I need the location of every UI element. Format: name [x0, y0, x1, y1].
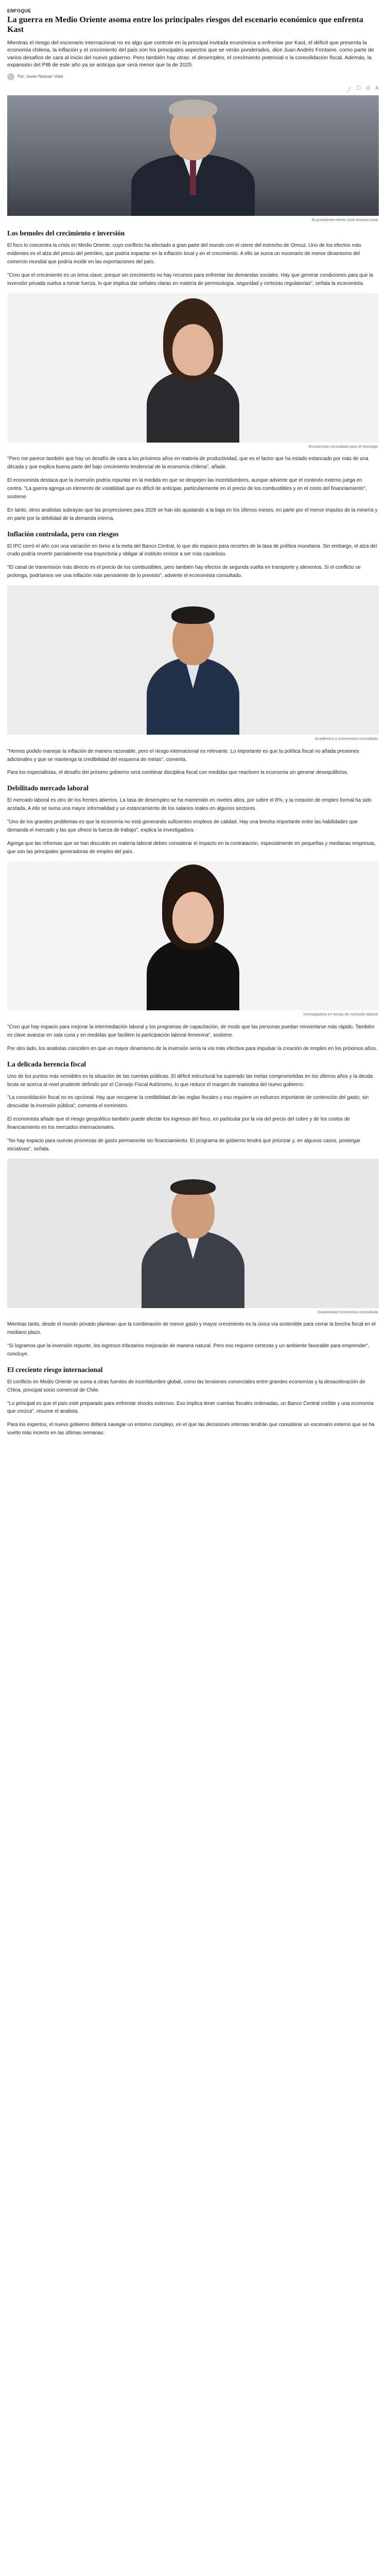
article — [7, 0, 379, 1437]
paragraph: "El canal de transmisión más directo es el precio de los combustibles, pero también hay efectos de segunda vuelta en transporte y alimentos. Si el conflicto se prolonga, podríamos ver una inflación más persistente de lo previsto", advierte el economista consultado. — [7, 565, 361, 579]
author-avatar — [7, 73, 14, 80]
photo-person — [136, 861, 250, 1010]
section-heading: Debilitado mercado laboral — [7, 784, 89, 792]
section-heading: Inflación controlada, pero con riesgos — [7, 530, 119, 538]
photo-caption: Economista consultada para el reportaje. — [308, 444, 379, 449]
paragraph: Mientras tanto, desde el mundo privado plantean que la combinación de menor gasto y mayor crecimiento es la única vía sostenible para cerrar la brecha fiscal en el mediano plazo. — [7, 1321, 376, 1336]
paragraph: "Pero me parece también que hay un desafío de cara a los próximos años en materia de productividad, que es el factor que ha estado estancado por más de una década y que explica buena parte del bajo crecimiento tendencial de la economía chilena", añade. — [7, 456, 369, 470]
paragraph: "Hemos podido manejar la inflación de manera razonable, pero el riesgo internacional es relevante. Lo importante es que la política fiscal no añada presiones adicionales y que se mantenga la credibilidad del esquema de metas", comenta. — [7, 748, 359, 762]
print-icon[interactable]: ⎙ — [366, 85, 371, 91]
paragraph: "No hay espacio para nuevas promesas de gasto permanente sin financiamiento. El programa de gobierno tendrá que priorizar y, en algunos casos, postergar iniciativas", señala. — [7, 1138, 361, 1152]
paragraph: El IPC cerró el año con una variación en torno a la meta del Banco Central, lo que dio espacio para recortes de la tasa de política monetaria. Sin embargo, el alza del crudo podría revertir parcialmente esa trayectoria y obligar al instituto emisor a ser más cauteloso. — [7, 543, 377, 557]
paragraph: Para los especialistas, el desafío del próximo gobierno será combinar disciplina fiscal con medidas que reactiven la economía sin generar desequilibrios. — [7, 770, 348, 776]
photo-person — [136, 293, 250, 443]
paragraph: "Lo principal es que el país esté preparado para enfrentar shocks externos. Eso implica tener cuentas fiscales ordenadas, un Banco Central creíble y una economía que crezca", resume el analista. — [7, 1400, 374, 1415]
paragraph: El mercado laboral es otro de los frentes abiertos. La tasa de desempleo se ha mantenido en niveles altos, por sobre el 8%, y la creación de empleo formal ha sido acotada. A ello se suma una mayor informalidad y un estancamiento de los salarios reales en algunos sectores. — [7, 798, 372, 812]
paragraph: El economista destaca que la inversión podría repuntar en la medida en que se despejen las incertidumbres, aunque advierte que el contexto externo juega en contra. "La guerra agrega un elemento de volatilidad que es difícil de anticipar, particularmente en el precio de los combustibles y en el costo del financiamiento", sostiene. — [7, 478, 367, 500]
section-kicker: ENFOQUE — [7, 8, 31, 13]
article-toolbar — [7, 86, 379, 93]
paragraph: "Creo que hay espacio para mejorar la intermediación laboral y los programas de capacitación, de modo que las personas puedan reinsertarse más rápido. También es clave avanzar en sala cuna y en medidas que faciliten la participación laboral femenina", sostiene. — [7, 1024, 375, 1039]
hero-caption: El presidente electo José Antonio Kast. — [311, 217, 379, 222]
photo-caption: Exautoridad económica consultada. — [318, 1309, 379, 1314]
section-heading: El creciente riesgo internacional — [7, 1365, 103, 1374]
photo-person — [131, 1159, 255, 1308]
inline-photo — [7, 861, 379, 1010]
paragraph: El economista añade que el riesgo geopolítico también puede afectar los ingresos del fisco, en particular por la vía del precio del cobre y de los costos de financiamiento en los mercados internacionales. — [7, 1116, 350, 1131]
article-headline: La guerra en Medio Oriente asoma entre los principales riesgos del escenario económico que enfrenta Kast — [7, 15, 363, 34]
paragraph: "Creo que el crecimiento es un tema clave, porque sin crecimiento no hay recursos para enfrentar las demandas sociales. Hay que generar condiciones para que la inversión privada vuelva a tomar fuerza, lo que implica dar señales claras en materia de permisología, seguridad y certezas regulatorias", señala la economista. — [7, 273, 373, 286]
paragraph: Por otro lado, los analistas coinciden en que un mayor dinamismo de la inversión sería la vía más efectiva para impulsar la creación de empleo en los próximos años. — [7, 1045, 377, 1052]
paragraph: En tanto, otros analistas subrayan que las proyecciones para 2026 se han ido ajustando a la baja en los últimos meses, en parte por el menor impulso de la minería y en parte por la debilidad de la demanda interna. — [7, 507, 378, 521]
paragraph: Agrega que las reformas que se han discutido en materia laboral deben considerar el impacto en la contratación, especialmente en pequeñas y medianas empresas, que son las principales generadoras de empleo del país. — [7, 840, 376, 855]
article-lede: Mientras el riesgo del escenario internacional no es algo que controle en la principal invitada económica a enfrentar por Kast, el déficit que presenta la economía chilena, la inflación y el crecimiento del país son los principales aspectos que se verán ponderados, dice Juan Andrés Fontaine, como parte de varios desafíos de cara al inicio del nuevo gobierno. Pero también hay otras: el desempleo, el crecimiento potencial o la consolidación fiscal. Además, la expansión del PIB de este año ya se anticipa que será menor que la de 2025. — [7, 39, 374, 69]
photo-person — [136, 585, 250, 735]
inline-photo — [7, 293, 379, 443]
text-size-icon[interactable]: A — [375, 85, 379, 91]
photo-caption: Investigadora en temas de mercado laboral. — [303, 1012, 379, 1017]
photo-caption: Académico y economista consultado. — [315, 736, 379, 741]
hero-photo — [7, 95, 379, 216]
bookmark-icon[interactable]: ☐ — [356, 85, 361, 91]
section-heading: Los bemoles del crecimiento e inversión — [7, 229, 125, 238]
paragraph: Uno de los puntos más sensibles es la situación de las cuentas públicas. El déficit estructural ha superado las metas comprometidas en los últimos años y la deuda bruta se acerca al nivel prudente definido por el Consejo Fiscal Autónomo, lo que reduce el margen de maniobra del nuevo gobierno. — [7, 1073, 373, 1088]
paragraph: El foco lo concentra la crisis en Medio Oriente, cuyo conflicto ha afectado a gran parte del mundo con el cierre del estrecho de Ormuz. Uno de los efectos más evidentes es el alza del precio del petróleo, que podría impactar en la inflación local y en el crecimiento. A ello se suma un escenario de menor dinamismo del comercio mundial que podría incidir en las exportaciones del país. — [7, 243, 361, 265]
inline-photo — [7, 1159, 379, 1308]
paragraph: "La consolidación fiscal no es opcional. Hay que recuperar la credibilidad de las reglas fiscales y eso requiere un esfuerzo importante de contención del gasto, sin descuidar la inversión pública", comenta el exministro. — [7, 1095, 369, 1109]
byline — [7, 73, 379, 80]
share-icon[interactable]: ⤴ — [346, 87, 352, 93]
inline-photo — [7, 585, 379, 735]
paragraph: "Si logramos que la inversión repunte, los ingresos tributarios mejorarán de manera natural. Pero eso requiere certezas y un ambiente favorable para emprender", concluye. — [7, 1343, 370, 1357]
paragraph: "Uno de los grandes problemas es que la economía no está generando suficientes empleos de calidad. Hay una brecha importante entre las habilidades que demanda el mercado y las que ofrece la fuerza de trabajo", explica la investigadora. — [7, 819, 358, 833]
paragraph: Para los expertos, el nuevo gobierno deberá navegar un entorno complejo, en el que las decisiones internas tendrán que considerar un escenario externo que se ha vuelto más incierto en las últimas semanas. — [7, 1422, 375, 1436]
paragraph: El conflicto en Medio Oriente se suma a otras fuentes de incertidumbre global, como las tensiones comerciales entre grandes economías y la desaceleración de China, principal socio comercial de Chile. — [7, 1379, 365, 1393]
author-name[interactable]: Por: Javier Nestuer Vidal — [17, 74, 63, 79]
hero-person — [126, 95, 260, 216]
section-heading: La delicada herencia fiscal — [7, 1060, 86, 1068]
